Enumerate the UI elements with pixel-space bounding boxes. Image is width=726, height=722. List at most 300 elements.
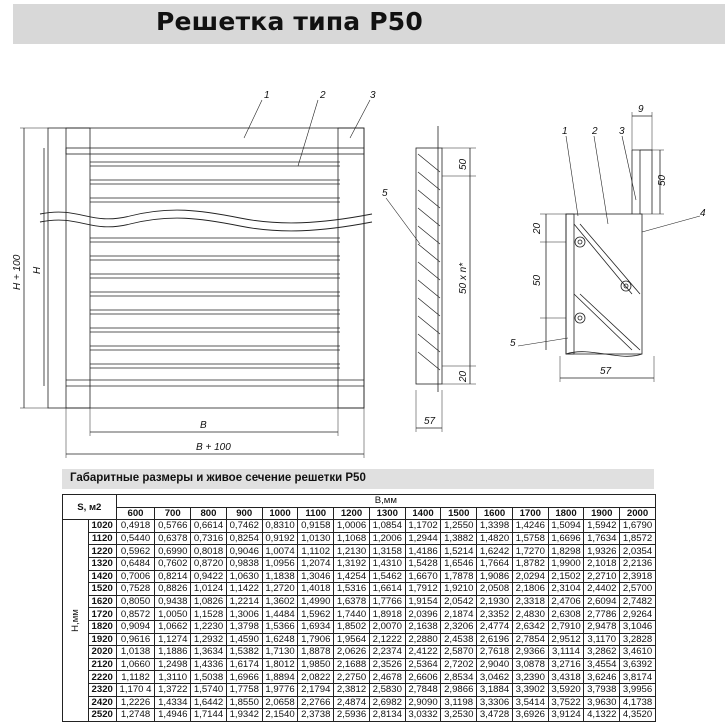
b-value-header: 1800 (548, 507, 584, 520)
table-cell: 1,7878 (441, 570, 477, 583)
table-cell: 1,1102 (298, 545, 334, 558)
table-cell: 1,2932 (191, 633, 227, 646)
table-cell: 1,6242 (477, 545, 513, 558)
table-cell: 2,0070 (369, 620, 405, 633)
table-cell: 2,5870 (441, 646, 477, 659)
table-cell: 2,1502 (548, 570, 584, 583)
table-cell: 1,1702 (405, 520, 441, 533)
table-cell: 3,9630 (584, 696, 620, 709)
table-cell: 3,7522 (548, 696, 584, 709)
table-cell: 1,6934 (298, 620, 334, 633)
dim-h-total-label: H + 100 (12, 254, 23, 290)
table-cell: 3,2862 (584, 646, 620, 659)
table-cell: 2,6308 (548, 608, 584, 621)
table-row (63, 633, 656, 646)
table-cell: 1,0660 (116, 658, 155, 671)
table-cell: 1,4186 (405, 545, 441, 558)
table-cell: 2,1540 (262, 709, 298, 722)
table-cell: 1,6442 (191, 696, 227, 709)
table-cell: 1,7440 (334, 608, 370, 621)
table-cell: 1,8502 (334, 620, 370, 633)
table-cell: 1,170 4 (116, 683, 155, 696)
table-cell: 1,8012 (262, 658, 298, 671)
table-cell: 0,8018 (191, 545, 227, 558)
table-cell: 1,0662 (155, 620, 191, 633)
table-cell: 1,3006 (226, 608, 262, 621)
table-cell: 2,7854 (512, 633, 548, 646)
table-cell: 1,4336 (191, 658, 227, 671)
table-cell: 1,5316 (334, 583, 370, 596)
table-cell: 3,1170 (584, 633, 620, 646)
table-cell: 1,2130 (334, 545, 370, 558)
table-cell: 2,9264 (620, 608, 656, 621)
h-value: 1920 (88, 633, 116, 646)
table-cell: 3,0332 (405, 709, 441, 722)
side-dim-bottom: 20 (458, 370, 469, 382)
table-cell: 1,7758 (226, 683, 262, 696)
table-cell: 1,2230 (191, 620, 227, 633)
table-cell: 1,1528 (191, 608, 227, 621)
table-cell: 2,1688 (334, 658, 370, 671)
table-cell: 1,5214 (441, 545, 477, 558)
table-cell: 1,1182 (116, 671, 155, 684)
side-dim-depth: 57 (424, 416, 436, 427)
table-cell: 0,8826 (155, 583, 191, 596)
table-cell: 3,2390 (512, 671, 548, 684)
table-cell: 1,5740 (191, 683, 227, 696)
table-cell: 1,6174 (226, 658, 262, 671)
page-title: Решетка типа Р50 (156, 7, 423, 36)
table-cell: 1,5462 (369, 570, 405, 583)
table-cell: 1,0854 (369, 520, 405, 533)
table-cell: 3,1198 (441, 696, 477, 709)
table-cell: 1,0826 (191, 595, 227, 608)
table-cell: 2,1222 (369, 633, 405, 646)
table-cell: 2,3206 (441, 620, 477, 633)
b-value-header: 1300 (369, 507, 405, 520)
b-value-header: 1600 (477, 507, 513, 520)
table-row (63, 595, 656, 608)
table-row (63, 646, 656, 659)
table-cell: 1,6546 (441, 557, 477, 570)
table-cell: 1,5382 (226, 646, 262, 659)
table-cell: 0,9192 (262, 532, 298, 545)
table-cell: 1,3192 (334, 557, 370, 570)
table-header-row (63, 495, 656, 508)
table-cell: 1,0630 (226, 570, 262, 583)
detail-callout-4: 4 (700, 208, 706, 219)
table-cell: 2,0294 (512, 570, 548, 583)
table-cell: 1,3158 (369, 545, 405, 558)
h-value: 2420 (88, 696, 116, 709)
table-cell: 1,1068 (334, 532, 370, 545)
table-cell: 0,8254 (226, 532, 262, 545)
table-cell: 2,2750 (334, 671, 370, 684)
table-cell: 0,7602 (155, 557, 191, 570)
table-cell: 2,0822 (298, 671, 334, 684)
detail-dim-57: 57 (600, 366, 612, 377)
table-cell: 2,9090 (405, 696, 441, 709)
table-cell: 0,8050 (116, 595, 155, 608)
table-cell: 2,1930 (477, 595, 513, 608)
h-value: 1620 (88, 595, 116, 608)
table-cell: 1,3398 (477, 520, 513, 533)
table-cell: 1,6378 (334, 595, 370, 608)
table-cell: 1,0956 (262, 557, 298, 570)
table-cell: 1,1422 (226, 583, 262, 596)
h-value: 2220 (88, 671, 116, 684)
table-row (63, 557, 656, 570)
table-cell: 2,2880 (405, 633, 441, 646)
b-value-header: 800 (191, 507, 227, 520)
b-value-header: 1900 (584, 507, 620, 520)
table-cell: 3,4554 (584, 658, 620, 671)
table-cell: 2,0396 (405, 608, 441, 621)
table-cell: 1,1886 (155, 646, 191, 659)
table-cell: 2,4874 (334, 696, 370, 709)
table-cell: 2,1018 (584, 557, 620, 570)
b-value-header: 600 (116, 507, 155, 520)
table-cell: 3,1114 (548, 646, 584, 659)
table-cell: 1,7270 (512, 545, 548, 558)
table-cell: 4,1738 (620, 696, 656, 709)
b-value-header: 1200 (334, 507, 370, 520)
table-cell: 1,7766 (369, 595, 405, 608)
table-cell: 0,6484 (116, 557, 155, 570)
table-cell: 2,8534 (441, 671, 477, 684)
table-cell: 2,2136 (620, 557, 656, 570)
table-cell: 1,6670 (405, 570, 441, 583)
b-value-header: 1100 (298, 507, 334, 520)
table-cell: 1,1274 (155, 633, 191, 646)
h-value: 2320 (88, 683, 116, 696)
b-value-header: 700 (155, 507, 191, 520)
table-cell: 3,5920 (548, 683, 584, 696)
table-cell: 2,0508 (477, 583, 513, 596)
table-cell: 2,3738 (298, 709, 334, 722)
table-cell: 2,3318 (512, 595, 548, 608)
table-cell: 2,6342 (512, 620, 548, 633)
table-cell: 2,6094 (584, 595, 620, 608)
table-cell: 2,9040 (477, 658, 513, 671)
table-cell: 1,9154 (405, 595, 441, 608)
table-cell: 3,0462 (477, 671, 513, 684)
table-cell: 1,9900 (548, 557, 584, 570)
table-cell: 4,3520 (620, 709, 656, 722)
table-cell: 1,8918 (369, 608, 405, 621)
table-cell: 2,5364 (405, 658, 441, 671)
table-cell: 1,4246 (512, 520, 548, 533)
table-cell: 0,5440 (116, 532, 155, 545)
table-cell: 2,4830 (512, 608, 548, 621)
table-cell: 0,7006 (116, 570, 155, 583)
table-cell: 0,8214 (155, 570, 191, 583)
table-cell: 1,4590 (226, 633, 262, 646)
detail-callout-2: 2 (592, 126, 598, 137)
table-cell: 2,6982 (369, 696, 405, 709)
table-cell: 2,0658 (262, 696, 298, 709)
table-cell: 2,3812 (334, 683, 370, 696)
table-cell: 2,4706 (548, 595, 584, 608)
table-cell: 1,2944 (405, 532, 441, 545)
table-cell: 1,4820 (477, 532, 513, 545)
side-hatching (418, 154, 440, 370)
h-value: 1820 (88, 620, 116, 633)
h-value: 2020 (88, 646, 116, 659)
table-cell: 2,1794 (298, 683, 334, 696)
table-cell: 0,4918 (116, 520, 155, 533)
h-value: 1120 (88, 532, 116, 545)
h-value: 1420 (88, 570, 116, 583)
table-cell: 2,7482 (620, 595, 656, 608)
table-cell: 1,9326 (584, 545, 620, 558)
table-cell: 0,9838 (226, 557, 262, 570)
detail-callout-1: 1 (562, 126, 568, 137)
table-cell: 0,6378 (155, 532, 191, 545)
table-row (63, 545, 656, 558)
table-cell: 2,4402 (584, 583, 620, 596)
table-cell: 1,5366 (262, 620, 298, 633)
table-cell: 1,8550 (226, 696, 262, 709)
table-row (63, 683, 656, 696)
table-cell: 2,3526 (369, 658, 405, 671)
b-values-row (63, 507, 656, 520)
h-value: 1520 (88, 583, 116, 596)
table-cell: 0,9158 (298, 520, 334, 533)
table-cell: 1,3798 (226, 620, 262, 633)
table-cell: 1,4310 (369, 557, 405, 570)
table-cell: 3,1884 (477, 683, 513, 696)
table-cell: 1,9776 (262, 683, 298, 696)
table-cell: 1,2498 (155, 658, 191, 671)
table-cell: 1,4484 (262, 608, 298, 621)
table-cell: 3,2530 (441, 709, 477, 722)
table-cell: 3,6392 (620, 658, 656, 671)
callout-1: 1 (264, 90, 270, 101)
table-cell: 1,5038 (191, 671, 227, 684)
table-cell: 1,3882 (441, 532, 477, 545)
table-row (63, 671, 656, 684)
table-cell: 2,7848 (405, 683, 441, 696)
table-cell: 1,1838 (262, 570, 298, 583)
table-cell: 2,2766 (298, 696, 334, 709)
table-cell: 0,7462 (226, 520, 262, 533)
table-cell: 2,3918 (620, 570, 656, 583)
table-cell: 0,9422 (191, 570, 227, 583)
table-cell: 3,6246 (584, 671, 620, 684)
table-cell: 0,5766 (155, 520, 191, 533)
table-cell: 1,4334 (155, 696, 191, 709)
table-cell: 1,2748 (116, 709, 155, 722)
table-cell: 1,2226 (116, 696, 155, 709)
detail-dim-50-top: 50 (657, 174, 668, 186)
table-cell: 1,2550 (441, 520, 477, 533)
table-row (63, 532, 656, 545)
table-cell: 0,6614 (191, 520, 227, 533)
table-cell: 1,5428 (405, 557, 441, 570)
table-cell: 3,2828 (620, 633, 656, 646)
table-cell: 2,1806 (512, 583, 548, 596)
side-dim-top: 50 (458, 158, 469, 170)
detail-dim-20: 20 (532, 222, 543, 234)
detail-view (518, 112, 700, 382)
table-cell: 3,0878 (512, 658, 548, 671)
table-row (63, 696, 656, 709)
table-cell: 2,4774 (477, 620, 513, 633)
detail-callout-5: 5 (510, 338, 516, 349)
table-cell: 2,5700 (620, 583, 656, 596)
table-cell: 1,7664 (477, 557, 513, 570)
table-cell: 1,6966 (226, 671, 262, 684)
table-cell: 2,1638 (405, 620, 441, 633)
front-view (20, 100, 372, 458)
table-cell: 2,6606 (405, 671, 441, 684)
table-cell: 0,6990 (155, 545, 191, 558)
table-cell: 2,4122 (405, 646, 441, 659)
table-cell: 1,3602 (262, 595, 298, 608)
table-cell: 2,0542 (441, 595, 477, 608)
table-cell: 1,3634 (191, 646, 227, 659)
table-cell: 2,0626 (334, 646, 370, 659)
table-cell: 0,8572 (116, 608, 155, 621)
table-cell: 1,2720 (262, 583, 298, 596)
table-cell: 1,7130 (262, 646, 298, 659)
table-cell: 3,7938 (584, 683, 620, 696)
table-cell: 2,9866 (441, 683, 477, 696)
table-cell: 1,5094 (548, 520, 584, 533)
s-label: S, м2 (63, 495, 117, 520)
table-row (63, 620, 656, 633)
table-cell: 2,4678 (369, 671, 405, 684)
table-cell: 2,6196 (477, 633, 513, 646)
h-value: 2520 (88, 709, 116, 722)
table-cell: 0,8720 (191, 557, 227, 570)
right-stile (338, 128, 364, 408)
b-value-header: 1400 (405, 507, 441, 520)
table-cell: 1,8878 (298, 646, 334, 659)
h-value: 1720 (88, 608, 116, 621)
table-cell: 3,1046 (620, 620, 656, 633)
table-cell: 1,5962 (298, 608, 334, 621)
table-cell: 0,8310 (262, 520, 298, 533)
table-cell: 1,9342 (226, 709, 262, 722)
table-cell: 3,4318 (548, 671, 584, 684)
table-cell: 1,8894 (262, 671, 298, 684)
table-cell: 1,2214 (226, 595, 262, 608)
h-value: 1020 (88, 520, 116, 533)
table-cell: 1,7906 (298, 633, 334, 646)
table-cell: 3,8174 (620, 671, 656, 684)
table-cell: 2,8134 (369, 709, 405, 722)
table-cell: 3,2716 (548, 658, 584, 671)
table-cell: 1,3046 (298, 570, 334, 583)
table-cell: 1,0006 (334, 520, 370, 533)
side-callout-5: 5 (382, 188, 388, 199)
table-cell: 1,0130 (298, 532, 334, 545)
table-cell: 1,9564 (334, 633, 370, 646)
table-cell: 1,7634 (584, 532, 620, 545)
table-cell: 1,5942 (584, 520, 620, 533)
table-cell: 1,9210 (441, 583, 477, 596)
table-cell: 2,3352 (477, 608, 513, 621)
b-value-header: 1000 (262, 507, 298, 520)
b-value-header: 1500 (441, 507, 477, 520)
left-stile (66, 128, 90, 408)
table-cell: 2,7786 (584, 608, 620, 621)
table-cell: 1,0074 (262, 545, 298, 558)
table-cell: 1,2074 (298, 557, 334, 570)
dim-h-label: H (32, 266, 43, 274)
table-cell: 3,5414 (512, 696, 548, 709)
table-cell: 1,8782 (512, 557, 548, 570)
table-cell: 1,0138 (116, 646, 155, 659)
table-cell: 3,9956 (620, 683, 656, 696)
table-cell: 2,7618 (477, 646, 513, 659)
table-cell: 2,5830 (369, 683, 405, 696)
table-cell: 2,7910 (548, 620, 584, 633)
table-cell: 2,2374 (369, 646, 405, 659)
table-cell: 1,9850 (298, 658, 334, 671)
table-cell: 1,6614 (369, 583, 405, 596)
table-cell: 1,4946 (155, 709, 191, 722)
table-cell: 2,2710 (584, 570, 620, 583)
table-cell: 2,3104 (548, 583, 584, 596)
table-row (63, 709, 656, 722)
table-cell: 1,7144 (191, 709, 227, 722)
table-cell: 2,9366 (512, 646, 548, 659)
table-cell: 3,6926 (512, 709, 548, 722)
table-cell: 2,9478 (584, 620, 620, 633)
dimensions-table (62, 494, 656, 722)
table-cell: 3,3902 (512, 683, 548, 696)
table-cell: 0,9616 (116, 633, 155, 646)
table-cell: 1,8572 (620, 532, 656, 545)
h-value: 2120 (88, 658, 116, 671)
table-body (63, 520, 656, 722)
table-cell: 1,0124 (191, 583, 227, 596)
table-row (63, 658, 656, 671)
table-cell: 1,7912 (405, 583, 441, 596)
table-row (63, 608, 656, 621)
callout-3: 3 (370, 90, 376, 101)
table-cell: 2,4538 (441, 633, 477, 646)
b-label: В,мм (116, 495, 655, 508)
h-label: Н,мм (63, 520, 89, 722)
table-row (63, 520, 656, 533)
detail-dim-9: 9 (638, 104, 644, 115)
table-cell: 1,4990 (298, 595, 334, 608)
table-cell: 4,1322 (584, 709, 620, 722)
table-cell: 1,3110 (155, 671, 191, 684)
b-value-header: 900 (226, 507, 262, 520)
table-cell: 1,9086 (477, 570, 513, 583)
table-cell: 1,4254 (334, 570, 370, 583)
b-value-header: 1700 (512, 507, 548, 520)
side-dim-pitch: 50 x n* (458, 262, 469, 294)
table-cell: 2,0354 (620, 545, 656, 558)
table-cell: 1,0050 (155, 608, 191, 621)
h-value: 1320 (88, 557, 116, 570)
table-cell: 1,6696 (548, 532, 584, 545)
table-cell: 3,9124 (548, 709, 584, 722)
table-cell: 3,3306 (477, 696, 513, 709)
table-cell: 1,6790 (620, 520, 656, 533)
table-cell: 3,4728 (477, 709, 513, 722)
outer-frame (48, 128, 364, 408)
table-cell: 1,5758 (512, 532, 548, 545)
dim-b-label: B (200, 420, 207, 431)
detail-callout-3: 3 (619, 126, 625, 137)
